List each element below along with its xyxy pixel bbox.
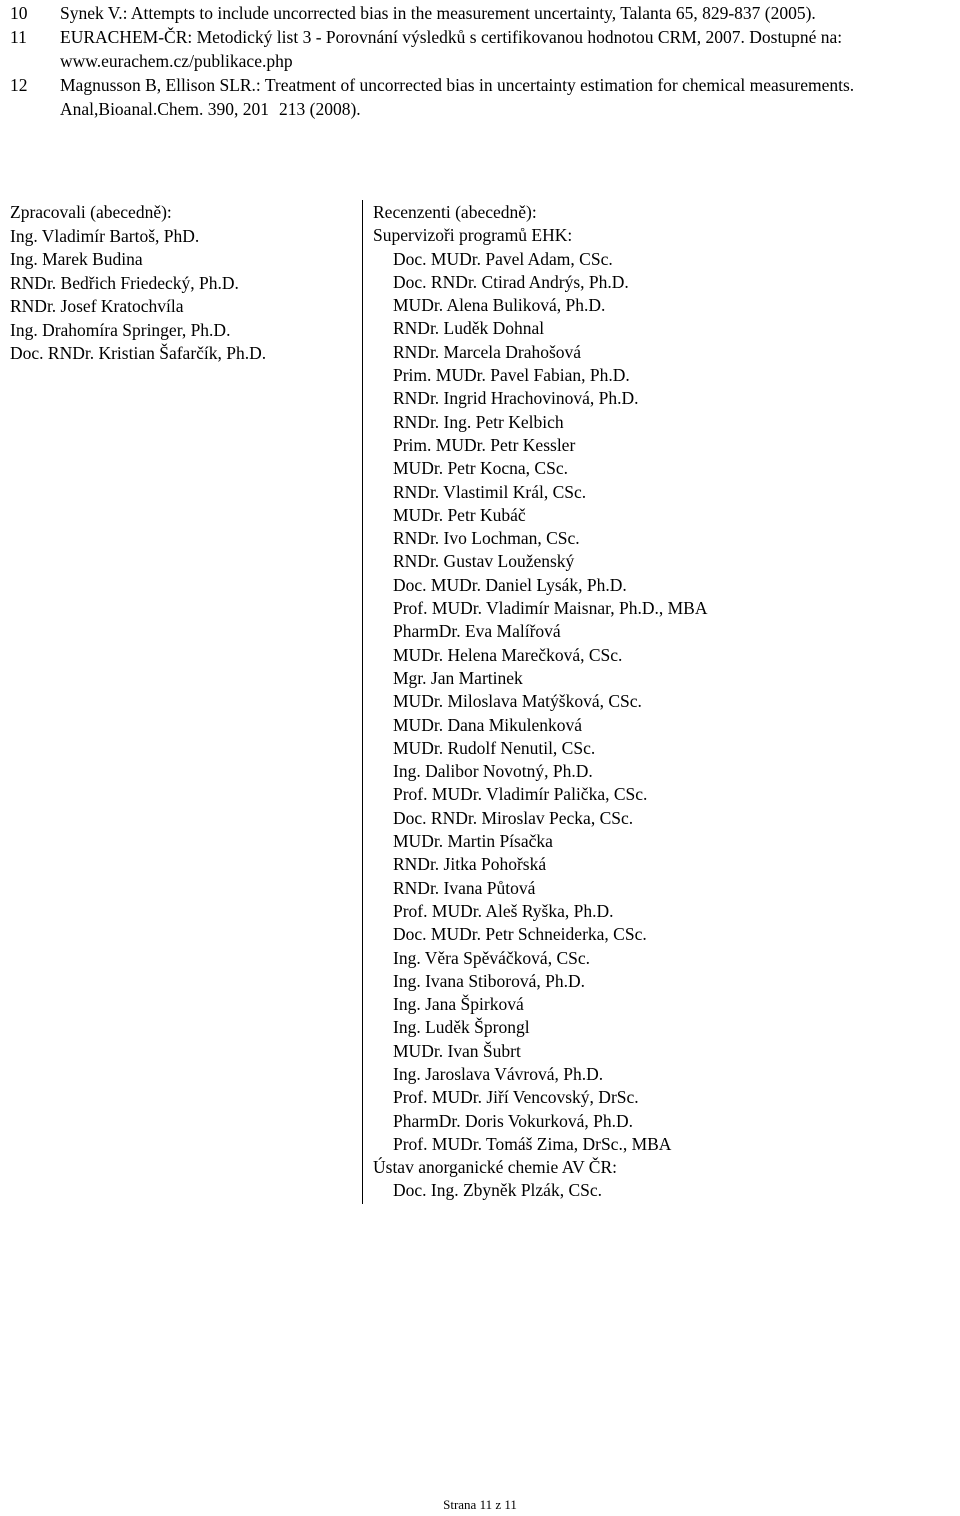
person-name: Ing. Luděk Šprongl [393, 1017, 530, 1038]
person-name: Ing. Jana Špirková [393, 994, 524, 1015]
person-name: RNDr. Vlastimil Král, CSc. [393, 481, 587, 502]
institute-list [373, 1179, 953, 1202]
person-name: RNDr. Marcela Drahošová [393, 341, 582, 362]
person-name: MUDr. Petr Kocna, CSc. [393, 458, 568, 479]
person-name: Doc. MUDr. Daniel Lysák, Ph.D. [393, 574, 627, 595]
person-name: Ing. Vladimír Bartoš, PhD. [10, 225, 200, 246]
authors-column [10, 201, 350, 366]
person-name: RNDr. Luděk Dohnal [393, 318, 545, 339]
person-name: Ing. Jaroslava Vávrová, Ph.D. [393, 1063, 604, 1084]
person-name: Doc. RNDr. Miroslav Pecka, CSc. [393, 807, 634, 828]
person-name: RNDr. Ingrid Hrachovinová, Ph.D. [393, 388, 639, 409]
person-name: RNDr. Gustav Louženský [393, 551, 575, 572]
institute-heading: Ústav anorganické chemie AV ČR: [373, 1157, 617, 1178]
person-name: RNDr. Bedřich Friedecký, Ph.D. [10, 272, 239, 293]
reviewers-heading: Recenzenti (abecedně): [373, 202, 537, 222]
person-name: RNDr. Jitka Pohořská [393, 854, 547, 875]
person-name: Doc. RNDr. Ctirad Andrýs, Ph.D. [393, 271, 629, 292]
reference-number: 12 [10, 75, 28, 95]
reference-text-part: Magnusson B, Ellison SLR.: Treatment of uncorrected bias in uncertainty estimation for chemical measurements. Anal,Bioanal.Chem. 390, 201 [60, 75, 855, 119]
person-name: PharmDr. Doris Vokurková, Ph.D. [393, 1110, 633, 1131]
person-name: Ing. Ivana Stiborová, Ph.D. [393, 970, 585, 991]
person-name: MUDr. Miloslava Matýšková, CSc. [393, 691, 642, 712]
reference-text [60, 73, 950, 121]
column-divider [362, 200, 363, 1204]
person-name: MUDr. Petr Kubáč [393, 504, 526, 525]
person-name: Prim. MUDr. Petr Kessler [393, 434, 576, 455]
person-name: Prof. MUDr. Vladimír Palička, CSc. [393, 784, 648, 805]
person-name: MUDr. Helena Marečková, CSc. [393, 644, 623, 665]
page-number: Strana 11 z 11 [443, 1497, 517, 1512]
person-name: MUDr. Dana Mikulenková [393, 714, 583, 735]
person-name: RNDr. Ing. Petr Kelbich [393, 411, 564, 432]
person-name: RNDr. Ivo Lochman, CSc. [393, 528, 580, 549]
person-name: Ing. Drahomíra Springer, Ph.D. [10, 319, 231, 340]
person-name: MUDr. Martin Písačka [393, 831, 553, 852]
authors-list [10, 225, 350, 366]
reviewers-list [373, 248, 953, 1157]
person-name: Prof. MUDr. Aleš Ryška, Ph.D. [393, 900, 614, 921]
reference-text: Synek V.: Attempts to include uncorrected bias in the measurement uncertainty, Talanta 65, 829-837 (2005). [60, 3, 816, 23]
person-name: Doc. MUDr. Petr Schneiderka, CSc. [393, 924, 647, 945]
person-name: Ing. Věra Spěváčková, CSc. [393, 947, 590, 968]
person-name: Prof. MUDr. Tomáš Zima, DrSc., MBA [393, 1133, 672, 1154]
reference-list [10, 1, 950, 121]
reviewers-column [373, 201, 953, 1203]
person-name: RNDr. Ivana Půtová [393, 877, 536, 898]
person-name: Prim. MUDr. Pavel Fabian, Ph.D. [393, 365, 630, 386]
person-name: Doc. RNDr. Kristian Šafarčík, Ph.D. [10, 343, 267, 363]
reference-item [10, 25, 950, 73]
person-name: Ing. Dalibor Novotný, Ph.D. [393, 761, 593, 782]
person-name: MUDr. Ivan Šubrt [393, 1040, 521, 1061]
person-name: MUDr. Rudolf Nenutil, CSc. [393, 737, 596, 758]
supervisors-heading: Supervizoři programů EHK: [373, 225, 573, 246]
person-name: Mgr. Jan Martinek [393, 667, 523, 688]
reference-item [10, 73, 950, 121]
person-name: RNDr. Josef Kratochvíla [10, 296, 184, 316]
reference-number: 10 [10, 3, 28, 23]
person-name: Prof. MUDr. Vladimír Maisnar, Ph.D., MBA [393, 598, 708, 619]
person-name: Prof. MUDr. Jiří Vencovský, DrSc. [393, 1087, 639, 1108]
person-name: Doc. Ing. Zbyněk Plzák, CSc. [393, 1180, 602, 1201]
person-name: PharmDr. Eva Malířová [393, 621, 561, 642]
reference-item [10, 1, 950, 25]
authors-heading: Zpracovali (abecedně): [10, 202, 172, 222]
reference-number: 11 [10, 27, 27, 47]
reference-text: EURACHEM-ČR: Metodický list 3 - Porovnání výsledků s certifikovanou hodnotou CRM, 2007. Dostupné na: www.eurachem.cz/publikace.php [60, 27, 843, 71]
person-name: Ing. Marek Budina [10, 249, 143, 269]
person-name: MUDr. Alena Buliková, Ph.D. [393, 295, 606, 316]
reference-text-part: 213 (2008). [279, 99, 361, 119]
person-name: Doc. MUDr. Pavel Adam, CSc. [393, 248, 613, 269]
